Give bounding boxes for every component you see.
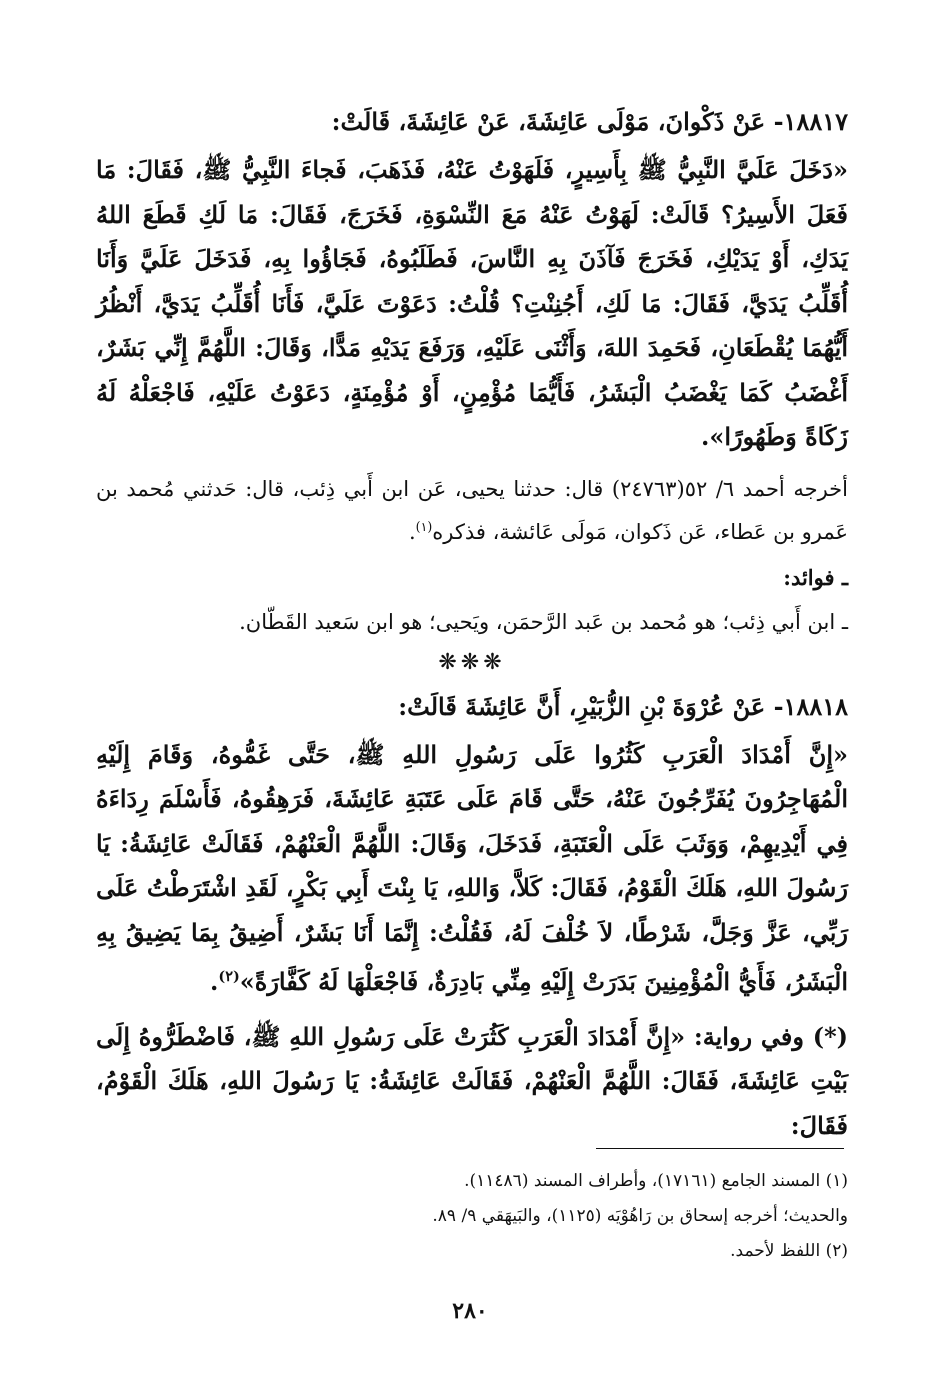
hadith-18818-heading: ١٨٨١٨- عَنْ عُرْوَةَ بْنِ الزُّبَيْرِ، أَنَّ عَائِشَةَ قَالَتْ: bbox=[398, 691, 848, 721]
fawaid-title: ـ فوائد: bbox=[783, 564, 848, 590]
footnote-ref-2: (٢) bbox=[218, 968, 240, 985]
page-body bbox=[96, 100, 848, 1148]
hadith-18817-heading: ١٨٨١٧- عَنْ ذَكْوانَ، مَوْلَى عَائِشَةَ، عَنْ عَائِشَةَ، قَالَتْ: bbox=[331, 107, 848, 136]
hadith-18818-riwaya: (*) وفي رواية: «إِنَّ أَمْدَادَ الْعَرَبِ كَثُرَتْ عَلَى رَسُولِ اللهِ ﷺ، فَاضْطَرُّوهُ إِلَى بَيْتِ عَائِشَةَ، فَقَالَ: اللَّهُمَّ الْعَنْهُمْ، فَقَالَتْ عَائِشَةُ: يَا رَسُولَ اللهِ، هَلَكَ الْقَوْمُ، فَقَالَ: bbox=[96, 1021, 848, 1140]
hadith-18817-text: «دَخَلَ عَلَيَّ النَّبِيُّ ﷺ بِأَسِيرٍ، فَلَهَوْتُ عَنْهُ، فَذَهَبَ، فَجاءَ النَّبِيُّ ﷺ، فَقَالَ: مَا فَعَلَ الأَسِيرُ؟ قَالَتْ: لَهَوْتُ عَنْهُ مَعَ النِّسْوَةِ، فَخَرَجَ، فَقَالَ: مَا لَكِ قَطَعَ اللهُ يَدَكِ، أَوْ يَدَيْكِ، فَخَرَجَ فَآذَنَ بِهِ النَّاسَ، فَطَلَبُوهُ، فَجَاؤُوا بِهِ، فَدَخَلَ عَلَيَّ وَأَنَا أُقَلِّبُ يَدَيَّ، فَقَالَ: مَا لَكِ، أَجُنِنْتِ؟ قُلْتُ: دَعَوْتَ عَلَيَّ، فَأَنَا أُقَلِّبُ يَدَيَّ، أَنْظُرُ أَيُّهُمَا يُقْطَعَانِ، فَحَمِدَ اللهَ، وَأَثْنَى عَلَيْهِ، وَرَفَعَ يَدَيْهِ مَدًّا، وَقَالَ: اللَّهُمَّ إِنِّي بَشَرٌ، أَغْضَبُ كَمَا يَغْضَبُ الْبَشَرُ، فَأَيُّمَا مُؤْمِنٍ، أَوْ مُؤْمِنَةٍ، دَعَوْتُ عَلَيْهِ، فَاجْعَلْهُ لَهُ زَكَاةً وَطَهُورًا». bbox=[96, 155, 848, 451]
page-number: ٢٨٠ bbox=[452, 1298, 488, 1324]
hadith-18817-takhrij: أخرجه أحمد ٦/ ٥٢(٢٤٧٦٣) قال: حدثنا يحيى، عَن ابن أَبي ذِئب، قال: حَدثني مُحمد بن عَمرو بن عَطاء، عَن ذَكوان، مَولَى عَائشة، فذكره$^{(١)}$. bbox=[96, 476, 848, 544]
takhrij-text: أخرجه أحمد ٦/ ٥٢(٢٤٧٦٣) قال: حدثنا يحيى، عَن ابن أَبي ذِئب، قال: حَدثني مُحمد بن عَمرو بن عَطاء، عَن ذَكوان، مَولَى عَائشة، فذكره bbox=[96, 476, 848, 544]
footnote-1-continuation: والحديث؛ أخرجه إسحاق بن رَاهُوْيَه (١١٢٥)، والبَيهَقي ٩/ ٨٩. bbox=[432, 1206, 848, 1226]
footnote-divider bbox=[596, 1148, 844, 1149]
hadith-18818-text: «إِنَّ أَمْدَادَ الْعَرَبِ كَثُرُوا عَلَى رَسُولِ اللهِ ﷺ، حَتَّى غَمُّوهُ، وَقَامَ إِلَيْهِ الْمُهَاجِرُونَ يُفَرِّجُونَ عَنْهُ، حَتَّى قَامَ عَلَى عَتَبَةِ عَائِشَةَ، فَرَهِقُوهُ، فَأَسْلَمَ رِدَاءَهُ فِي أَيْدِيهِمْ، وَوَثَبَ عَلَى الْعَتَبَةِ، فَدَخَلَ، وَقَالَ: اللَّهُمَّ الْعَنْهُمْ، فَقَالَتْ عَائِشَةُ: يَا رَسُولَ اللهِ، هَلَكَ الْقَوْمُ، فَقَالَ: كَلاَّ، وَاللهِ، يَا بِنْتَ أَبِي بَكْرٍ، لَقَدِ اشْتَرَطْتُ عَلَى رَبِّي، عَزَّ وَجَلَّ، شَرْطًا، لاَ خُلْفَ لَهُ، فَقُلْتُ: إِنَّمَا أَنَا بَشَرٌ، أَضِيقُ بِمَا يَضِيقُ بِهِ الْبَشَرُ، فَأَيُّ الْمُؤْمِنِينَ بَدَرَتْ إِلَيْهِ مِنِّي بَادِرَةٌ، فَاجْعَلْهَا لَهُ كَفَّارَةً»$^{(٢)}$. bbox=[96, 739, 848, 996]
footnote-1: (١) المسند الجامع (١٧١٦١)، وأطراف المسند (١١٤٨٦). bbox=[464, 1171, 848, 1191]
section-separator: ❋❋❋ bbox=[438, 649, 506, 675]
hadith-18818-text-body: «إِنَّ أَمْدَادَ الْعَرَبِ كَثُرُوا عَلَى رَسُولِ اللهِ ﷺ، حَتَّى غَمُّوهُ، وَقَامَ إِلَيْهِ الْمُهَاجِرُونَ يُفَرِّجُونَ عَنْهُ، حَتَّى قَامَ عَلَى عَتَبَةِ عَائِشَةَ، فَرَهِقُوهُ، فَأَسْلَمَ رِدَاءَهُ فِي أَيْدِيهِمْ، وَوَثَبَ عَلَى الْعَتَبَةِ، فَدَخَلَ، وَقَالَ: اللَّهُمَّ الْعَنْهُمْ، فَقَالَتْ عَائِشَةُ: يَا رَسُولَ اللهِ، هَلَكَ الْقَوْمُ، فَقَالَ: كَلاَّ، وَاللهِ، يَا بِنْتَ أَبِي بَكْرٍ، لَقَدِ اشْتَرَطْتُ عَلَى رَبِّي، عَزَّ وَجَلَّ، شَرْطًا، لاَ خُلْفَ لَهُ، فَقُلْتُ: إِنَّمَا أَنَا بَشَرٌ، أَضِيقُ بِمَا يَضِيقُ بِهِ الْبَشَرُ، فَأَيُّ الْمُؤْمِنِينَ بَدَرَتْ إِلَيْهِ مِنِّي بَادِرَةٌ، فَاجْعَلْهَا لَهُ كَفَّارَةً» bbox=[96, 739, 848, 996]
fawaid-item: ـ ابن أَبي ذِئب؛ هو مُحمد بن عَبد الرَّحمَن، ويَحيى؛ هو ابن سَعيد القَطّان. bbox=[239, 609, 848, 634]
footnote-ref-1: (١) bbox=[415, 518, 433, 534]
footnotes bbox=[96, 1164, 848, 1269]
footnote-2: (٢) اللفظ لأحمد. bbox=[730, 1241, 848, 1261]
